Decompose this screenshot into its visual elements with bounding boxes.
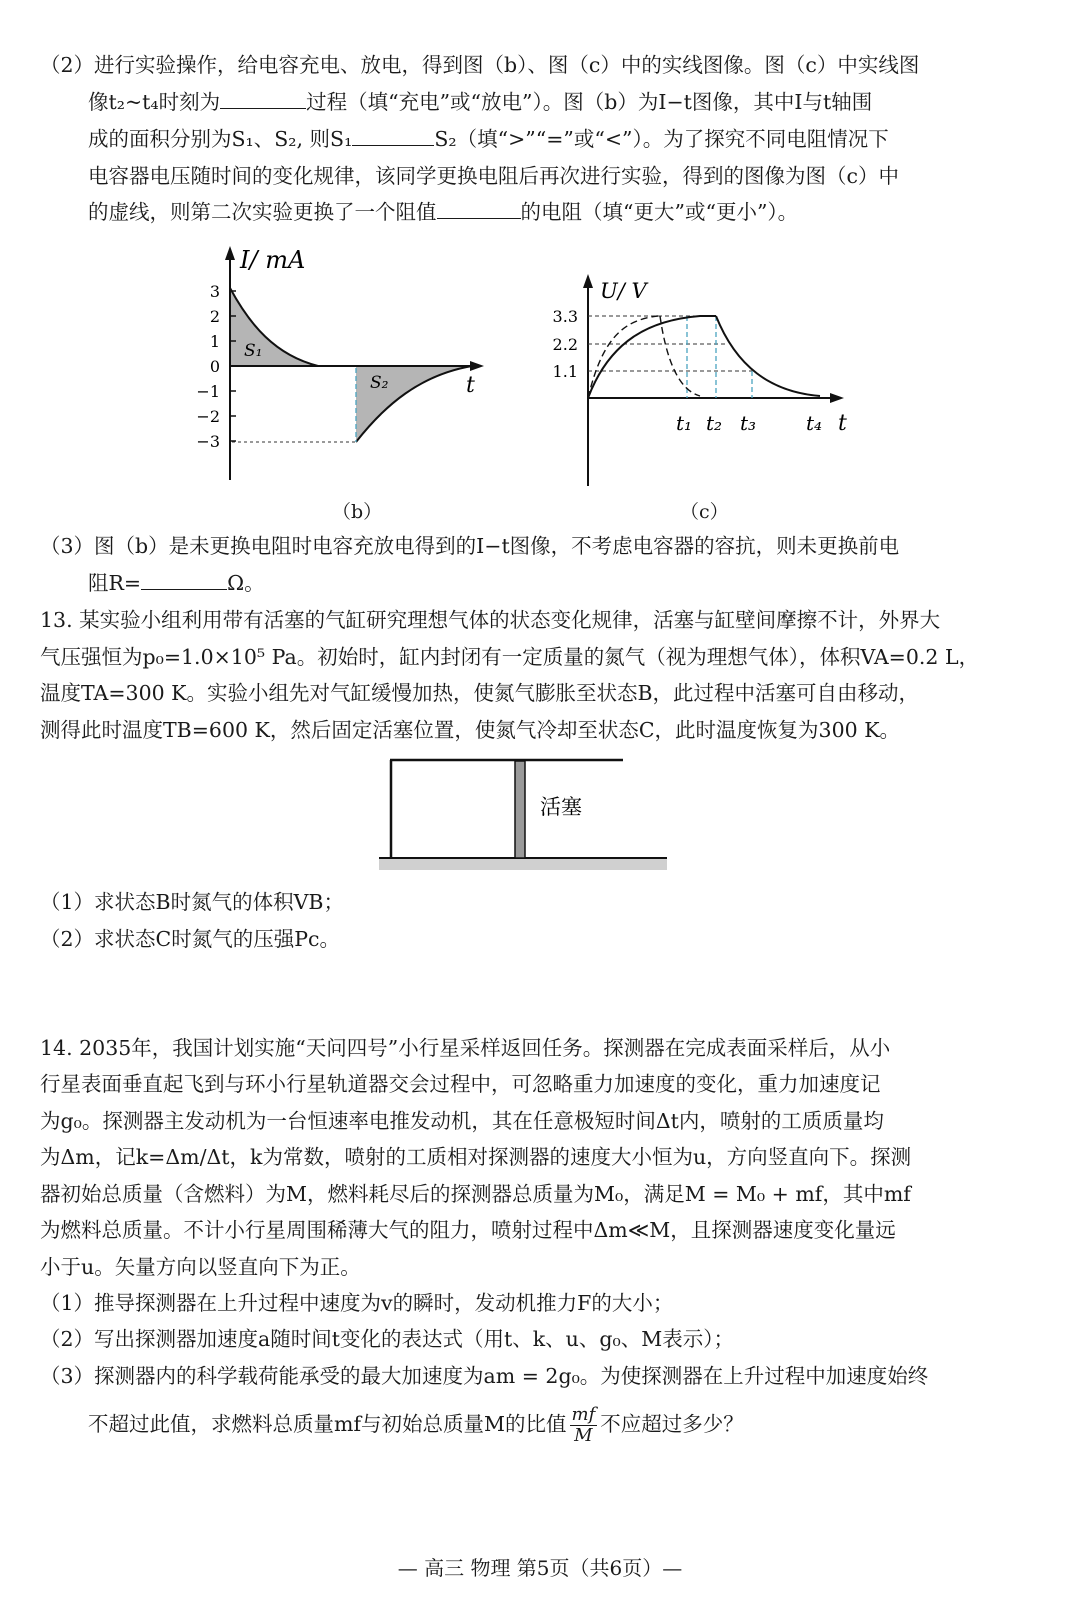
q14-line4: 为Δm，记k=Δm/Δt，k为常数，喷射的工质相对探测器的速度大小恒为u，方向竖直向下。探测 (40, 1145, 912, 1169)
q12-part2-line2-b: 过程（填“充电”或“放电”）。图（b）为I−t图像，其中I与t轴围 (306, 90, 873, 114)
q12-part3-line1: （3）图（b）是未更换电阻时电容充放电得到的I−t图像，不考虑电容器的容抗，则未更换前电 (40, 534, 900, 558)
t4-label: t₄ (806, 411, 823, 435)
figure-b-caption: （b） (332, 501, 383, 523)
tick-label: −3 (196, 432, 220, 451)
q14-sub3-text-b: 不应超过多少？ (600, 1412, 744, 1436)
q13-line1: 13. 某实验小组利用带有活塞的气缸研究理想气体的状态变化规律，活塞与缸壁间摩擦不计，外界大 (40, 608, 941, 632)
q14-line5: 器初始总质量（含燃料）为M，燃料耗尽后的探测器总质量为M₀，满足M = M₀ + mf，其中mf (40, 1182, 911, 1206)
q12-part2-line3-a: 成的面积分别为S₁、S₂, 则S₁ (88, 127, 353, 151)
q12-part2-line2 (88, 84, 1048, 121)
tick-label: 3 (209, 282, 220, 301)
solid-discharge-curve (716, 316, 820, 396)
q12-part2-line5-a: 的虚线，则第二次实验更换了一个阻值 (88, 200, 437, 224)
q12-part2-line5-b: 的电阻（填“更大”或“更小”）。 (520, 200, 799, 224)
q12-part2-line4: 电容器电压随时间的变化规律，该同学更换电阻后再次进行实验，得到的图像为图（c）中 (88, 164, 899, 188)
s2-label: S₂ (370, 373, 389, 393)
q14-sub3-text-a: 不超过此值，求燃料总质量mf与初始总质量M的比值 (88, 1412, 567, 1436)
answer-blank-resistor[interactable] (141, 565, 227, 590)
x-axis-label: t (838, 411, 847, 436)
tick-label: 1 (209, 332, 220, 351)
fraction-numerator: mf (571, 1404, 596, 1425)
q14-sub3-line2 (88, 1404, 1048, 1446)
dashed-discharge-curve (660, 316, 700, 396)
piston (515, 761, 525, 858)
q14-line7: 小于u。矢量方向以竖直向下为正。 (40, 1255, 361, 1279)
q14-line3: 为g₀。探测器主发动机为一台恒速率电推发动机，其在任意极短时间Δt内，喷射的工质质量均 (40, 1109, 884, 1133)
fraction-denominator: M (574, 1425, 593, 1446)
x-axis-arrow (470, 361, 484, 371)
tick-label: 3.3 (552, 307, 578, 326)
q13-line2: 气压强恒为p₀=1.0×10⁵ Pa。初始时，缸内封闭有一定质量的氮气（视为理想气体），体积VA=0.2 L， (40, 645, 980, 669)
figure-b-it-graph (190, 240, 500, 490)
tick-label: 2 (209, 307, 220, 326)
q14-line6: 为燃料总质量。不计小行星周围稀薄大气的阻力，喷射过程中Δm≪M，且探测器速度变化量远 (40, 1218, 896, 1242)
q13-line4: 测得此时温度TB=600 K，然后固定活塞位置，使氮气冷却至状态C，此时温度恢复为300 K。 (40, 718, 901, 742)
y-axis-arrow (225, 246, 235, 260)
t3-label: t₃ (740, 411, 757, 435)
piston-label: 活塞 (540, 795, 582, 819)
q12-part3-line2-b: Ω。 (227, 571, 265, 595)
figure-c-ut-graph (540, 268, 870, 490)
x-axis-arrow (830, 393, 844, 403)
ground (379, 858, 667, 870)
y-axis-label: U/ V (600, 279, 647, 303)
q12-part3-line2-a: 阻R= (88, 571, 142, 595)
q12-part2-line5 (88, 194, 1048, 231)
q12-part2-line2-a: 像t₂~t₄时刻为 (88, 90, 221, 114)
q13-sub2: （2）求状态C时氮气的压强Pc。 (40, 927, 341, 951)
cylinder-piston-figure (375, 752, 675, 874)
q12-part2-line3 (88, 121, 1048, 158)
t2-label: t₂ (706, 411, 723, 435)
answer-blank-process[interactable] (220, 84, 306, 109)
q14-sub3: （3）探测器内的科学载荷能承受的最大加速度为am = 2g₀。为使探测器在上升过程中加速度始终 (40, 1364, 929, 1388)
q14-line1: 14. 2035年，我国计划实施“天问四号”小行星采样返回任务。探测器在完成表面采样后，从小 (40, 1036, 891, 1060)
q14-sub2: （2）写出探测器加速度a随时间t变化的表达式（用t、k、u、g₀、M表示）； (40, 1327, 734, 1351)
q13-line3: 温度TA=300 K。实验小组先对气缸缓慢加热，使氮气膨胀至状态B，此过程中活塞可自由移动， (40, 681, 920, 705)
s1-label: S₁ (244, 341, 263, 361)
page-footer: — 高三 物理 第5页（共6页）— (397, 1556, 683, 1580)
y-axis-arrow (583, 274, 593, 288)
q12-part2-line1: （2）进行实验操作，给电容充电、放电，得到图（b）、图（c）中的实线图像。图（c）中实线图 (40, 53, 920, 77)
q12-part2-line3-b: S₂（填“>”“=”或“<”）。为了探究不同电阻情况下 (434, 127, 889, 151)
x-axis-label: t (466, 373, 475, 398)
t1-label: t₁ (676, 411, 693, 435)
answer-blank-resistance[interactable] (437, 194, 521, 219)
tick-label: 1.1 (552, 362, 578, 381)
fraction-mf-over-m (570, 1405, 598, 1446)
solid-charge-curve (588, 316, 716, 398)
figure-c-caption: （c） (680, 501, 729, 523)
tick-label: −1 (196, 382, 220, 401)
y-axis-label: I/ mA (240, 246, 306, 274)
tick-label: 0 (209, 357, 220, 376)
q13-sub1: （1）求状态B时氮气的体积VB； (40, 890, 344, 914)
q14-line2: 行星表面垂直起飞到与环小行星轨道器交会过程中，可忽略重力加速度的变化，重力加速度记 (40, 1072, 881, 1096)
q12-part3-line2 (88, 565, 1048, 602)
q14-sub1: （1）推导探测器在上升过程中速度为v的瞬时，发动机推力F的大小； (40, 1291, 674, 1315)
tick-label: 2.2 (552, 335, 578, 354)
answer-blank-compare[interactable] (352, 121, 434, 146)
tick-label: −2 (196, 407, 220, 426)
